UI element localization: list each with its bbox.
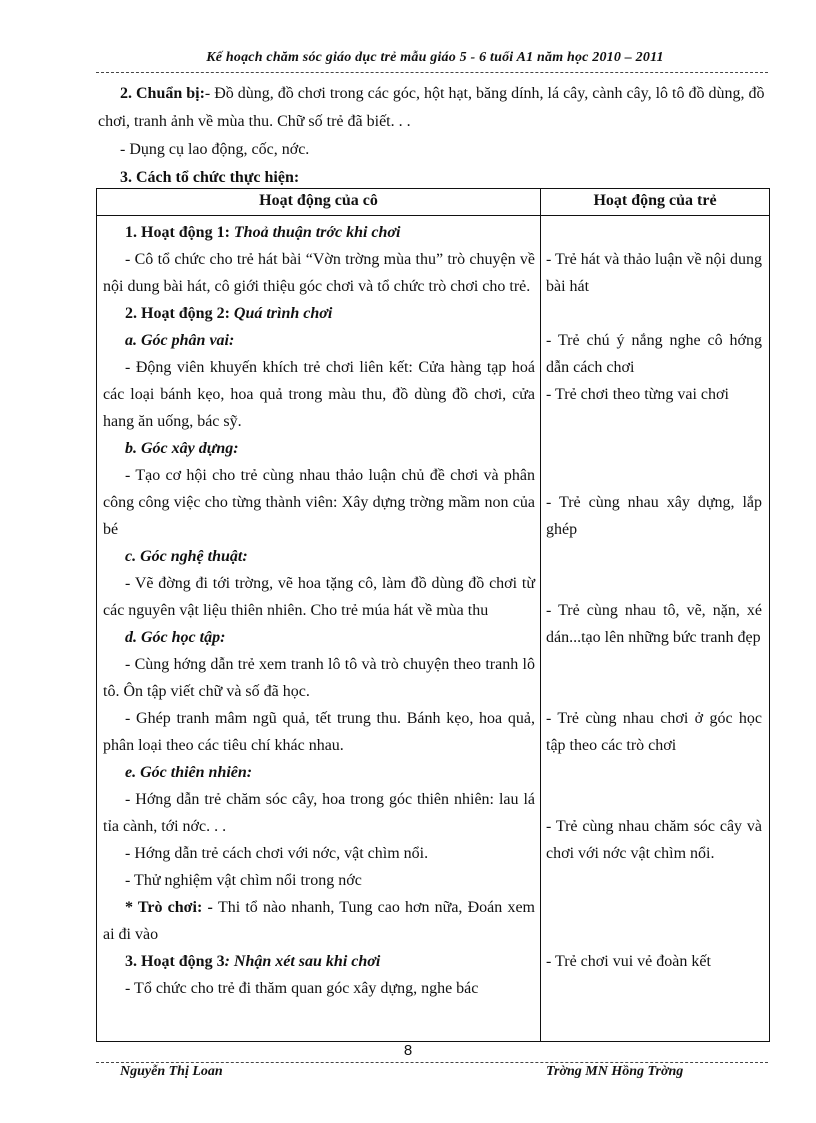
activity-1-label: 1. Hoạt động 1: [125,224,234,241]
game-text: Thi tổ nào nhanh, Tung cao hơn nữa, Đoán xem ai đi vào [103,899,535,943]
activity-1-title: Thoả thuận trớc khi chơi [233,224,401,241]
column-divider [540,189,541,1041]
child-response-4: - Trẻ cùng nhau xây dựng, lắp ghép [546,494,762,538]
header-divider [96,72,768,73]
footer-author: Nguyễn Thị Loan [120,1064,223,1079]
corner-building-title: b. Góc xây dựng: [125,440,239,457]
corner-role-play-text: - Động viên khuyến khích trẻ chơi liên kết: Cửa hàng tạp hoá các loại bánh kẹo, hoa quả trong màu thu, đồ dùng đồ chơi, cửa hang ăn uống, bác sỹ. [103,359,535,430]
footer-school: Trờng MN Hồng Trờng [546,1064,684,1079]
column-header-teacher: Hoạt động của cô [259,192,378,209]
child-response-1: - Trẻ hát và thảo luận về nội dung bài hát [546,251,762,295]
corner-art-text: - Vẽ đờng đi tới trờng, vẽ hoa tặng cô, làm đồ dùng đồ chơi từ các nguyên vật liệu thiên nhiên. Cho trẻ múa hát về mùa thu [103,575,535,619]
activity-1-heading [103,219,535,246]
corner-role-play-title: a. Góc phân vai: [125,332,235,349]
child-response-7: - Trẻ cùng nhau chăm sóc cây và chơi với nớc vật chìm nổi. [546,818,762,862]
footer-divider [96,1062,768,1063]
corner-learning-text-2: - Ghép tranh mâm ngũ quả, tết trung thu. Bánh kẹo, hoa quả, phân loại theo các tiêu chí khác nhau. [103,710,535,754]
preparation-text: - Đồ dùng, đồ chơi trong các góc, hột hạt, băng dính, lá cây, cành cây, lô tô đồ dùng, đồ chơi, tranh ảnh về mùa thu. Chữ số trẻ đã biết. . . [98,85,765,130]
corner-building-text: - Tạo cơ hội cho trẻ cùng nhau thảo luận chủ đề chơi và phân công công việc cho từng thành viên: Xây dựng trờng mầm non của bé [103,467,535,538]
activity-3-text: - Tổ chức cho trẻ đi thăm quan góc xây dựng, nghe bác [125,980,479,997]
activity-3-heading [103,948,535,975]
activity-3-title: : Nhận xét sau khi chơi [224,953,381,970]
column-header-child: Hoạt động của trẻ [593,192,717,209]
corner-nature-title: e. Góc thiên nhiên: [125,764,253,781]
child-response-5: - Trẻ cùng nhau tô, vẽ, nặn, xé dán...tạo lên những bức tranh đẹp [546,602,762,646]
activity-2-title: Quá trình chơi [233,305,333,322]
activity-table [96,188,770,1042]
corner-learning-title: d. Góc học tập: [125,629,226,646]
intro-section [98,80,766,192]
game-line [103,894,535,948]
corner-learning-text-1: - Cùng hớng dẫn trẻ xem tranh lô tô và trò chuyện theo tranh lô tô. Ôn tập viết chữ và số đã học. [103,656,535,700]
header-row-divider [97,215,769,216]
teacher-activities [103,219,535,1002]
activity-1-text: - Cô tổ chức cho trẻ hát bài “Vờn trờng mùa thu” trò chuyện về nội dung bài hát, cô giới thiệu góc chơi và tổ chức trò chơi cho trẻ. [103,251,535,295]
activity-2-label: 2. Hoạt động 2: [125,305,234,322]
child-response-8: - Trẻ chơi vui vẻ đoàn kết [546,953,711,970]
preparation-paragraph [98,80,766,136]
document-header: Kế hoạch chăm sóc giáo dục trẻ mẫu giáo 5 - 6 tuổi A1 năm học 2010 – 2011 [206,50,664,65]
corner-nature-text-1: - Hớng dẫn trẻ chăm sóc cây, hoa trong góc thiên nhiên: lau lá tỉa cành, tới nớc. . . [103,791,535,835]
organization-heading: 3. Cách tổ chức thực hiện: [120,169,300,186]
tools-line: - Dụng cụ lao động, cốc, nớc. [120,141,310,158]
child-response-3: - Trẻ chơi theo từng vai chơi [546,386,729,403]
page-number: 8 [403,1042,413,1059]
child-response-2: - Trẻ chú ý nắng nghe cô hớng dẫn cách chơi [546,332,762,376]
preparation-label: 2. Chuẩn bị: [120,85,205,102]
game-label: * Trò chơi: - [125,899,218,916]
activity-3-label: 3. Hoạt động 3 [125,953,225,970]
corner-art-title: c. Góc nghệ thuật: [125,548,248,565]
activity-2-heading [103,300,535,327]
child-response-6: - Trẻ cùng nhau chơi ở góc học tập theo các trò chơi [546,710,762,754]
corner-nature-text-2: - Hớng dẫn trẻ cách chơi với nớc, vật chìm nổi. [125,845,429,862]
corner-nature-text-3: - Thử nghiệm vật chìm nổi trong nớc [125,872,362,889]
